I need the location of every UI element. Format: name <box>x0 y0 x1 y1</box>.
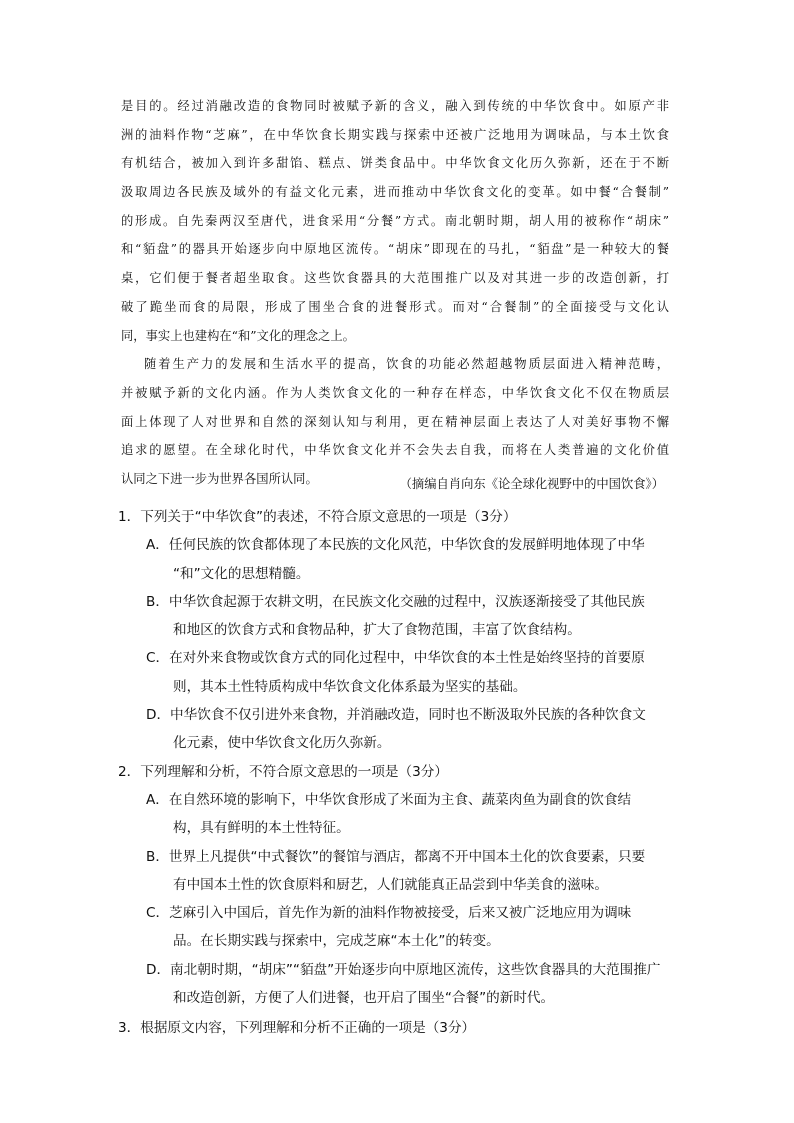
option-text: B．中华饮食起源于农耕文明，在民族文化交融的过程中，汉族逐渐接受了其他民族 <box>146 593 645 610</box>
option-b <box>118 843 678 900</box>
option-text: 则，其本土性特质构成中华饮食文化体系最为坚实的基础。 <box>173 678 527 695</box>
passage-line: 是目的。经过消融改造的食物同时被赋予新的含义，融入到传统的中华饮食中。如原产非 <box>121 99 669 113</box>
passage-line: 有机结合，被加入到许多甜馅、糕点、饼类食品中。中华饮食文化历久弥新，还在于不断 <box>121 156 669 171</box>
option-a <box>118 531 678 588</box>
passage-line: 破了跪坐而食的局限，形成了围坐合食的进餐形式。而对“合餐制”的全面接受与文化认 <box>121 299 669 314</box>
option-d <box>118 956 678 1013</box>
option-text: 品。在长期实践与探索中，完成芝麻“本土化”的转变。 <box>173 933 500 950</box>
option-b <box>118 588 678 645</box>
question-stem: 1．下列关于“中华饮食”的表述，不符合原文意思的一项是（3分） <box>118 509 517 525</box>
question-1 <box>118 503 678 758</box>
option-text: D．中华饮食不仅引进外来食物，并消融改造，同时也不断汲取外民族的各种饮食文 <box>146 707 646 724</box>
option-text: A．任何民族的饮食都体现了本民族的文化风范，中华饮食的发展鲜明地体现了中华 <box>146 537 645 554</box>
option-text: D．南北朝时期，“胡床”“貊盘”开始逐步向中原地区流传，这些饮食器具的大范围推广 <box>146 961 661 978</box>
option-text: 和地区的饮食方式和食物品种，扩大了食物范围，丰富了饮食结构。 <box>173 622 581 639</box>
question-list <box>118 503 678 1043</box>
passage-line: 追求的愿望。在全球化时代，中华饮食文化并不会失去自我，而将在人类普遍的文化价值 <box>121 443 669 458</box>
option-text: 化元素，使中华饮食文化历久弥新。 <box>173 735 391 752</box>
option-text: 和改造创新，方便了人们进餐，也开启了围坐“合餐”的新时代。 <box>173 990 555 1007</box>
question-2 <box>118 758 678 1013</box>
passage-line: 同，事实上也建构在“和”文化的理念之上。 <box>121 328 355 343</box>
passage-line: 的形成。自先秦两汉至唐代，进食采用“分餐”方式。南北朝时期，胡人用的被称作“胡床” <box>121 213 669 228</box>
reading-passage <box>121 92 669 494</box>
passage-line: 并被赋予新的文化内涵。作为人类饮食文化的一种存在样态，中华饮食文化不仅在物质层 <box>121 385 669 400</box>
passage-line: 随着生产力的发展和生活水平的提高，饮食的功能必然超越物质层面进入精神范畴， <box>144 357 669 372</box>
option-d <box>118 701 678 758</box>
option-c <box>118 644 678 701</box>
passage-line: 洲的油料作物“芝麻”，在中华饮食长期实践与探索中还被广泛地用为调味品，与本土饮食 <box>121 127 669 142</box>
passage-line: 面上体现了人对世界和自然的深刻认知与利用，更在精神层面上表达了人对美好事物不懈 <box>121 414 669 429</box>
option-text: 有中国本土性的饮食原料和厨艺，人们就能真正品尝到中华美食的滋味。 <box>173 876 608 893</box>
question-stem: 3．根据原文内容，下列理解和分析不正确的一项是（3分） <box>118 1020 476 1037</box>
option-c <box>118 899 678 956</box>
question-stem: 2．下列理解和分析，不符合原文意思的一项是（3分） <box>118 763 448 780</box>
option-text: 构，具有鲜明的本土性特征。 <box>173 820 350 837</box>
question-3 <box>118 1014 678 1042</box>
passage-source: （摘编自肖向东《论全球化视野中的中国饮食》） <box>399 477 664 491</box>
option-text: B．世界上凡提供“中式餐饮”的餐馆与酒店，都离不开中国本土化的饮食要素，只要 <box>146 848 646 865</box>
option-a <box>118 786 678 843</box>
passage-line: 认同之下进一步为世界各国所认同。 <box>121 471 318 486</box>
passage-line: 汲取周边各民族及域外的有益文化元素，进而推动中华饮食文化的变革。如中餐“合餐制” <box>121 185 669 200</box>
option-text: C．芝麻引入中国后，首先作为新的油料作物被接受，后来又被广泛地应用为调味 <box>146 905 632 922</box>
passage-line: 和“貊盘”的器具开始逐步向中原地区流传。“胡床”即现在的马扎，“貊盘”是一种较大的餐 <box>121 242 669 257</box>
option-text: A．在自然环境的影响下，中华饮食形成了米面为主食、蔬菜肉鱼为副食的饮食结 <box>146 791 632 808</box>
option-text: “和”文化的思想精髓。 <box>173 565 310 582</box>
option-text: C．在对外来食物或饮食方式的同化过程中，中华饮食的本土性是始终坚持的首要原 <box>146 650 645 667</box>
passage-line: 桌，它们便于餐者超坐取食。这些饮食器具的大范围推广以及对其进一步的改造创新，打 <box>121 271 669 286</box>
